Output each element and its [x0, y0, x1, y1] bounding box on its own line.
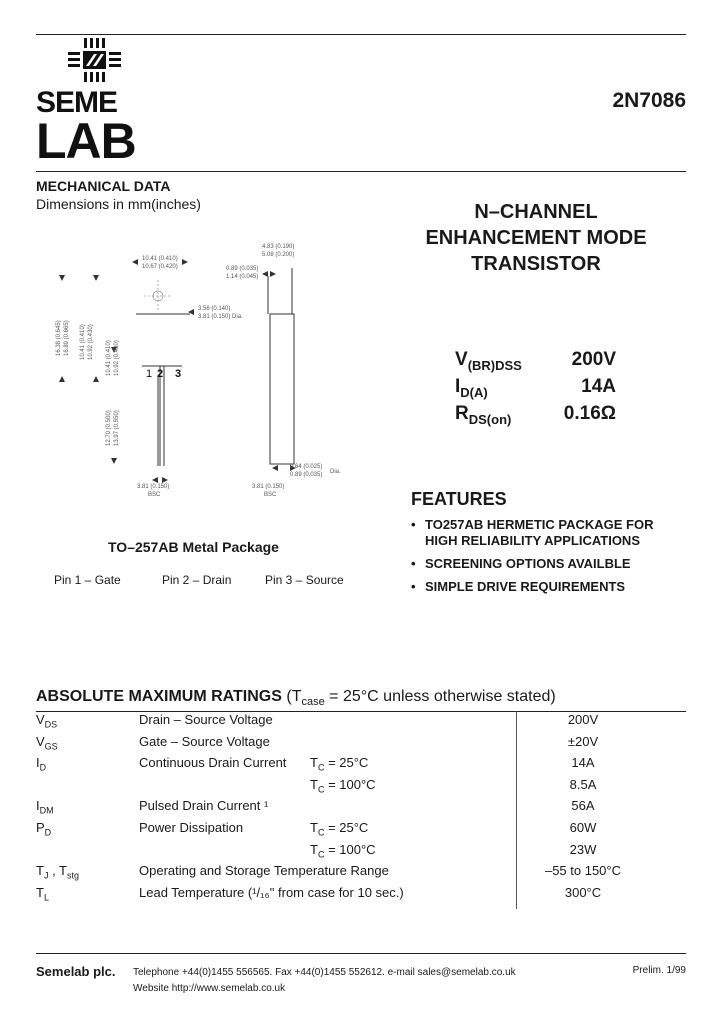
- dim-d20: BSC: [148, 492, 161, 498]
- semelab-logo: [36, 36, 160, 168]
- footer-contact-line: Telephone +44(0)1455 556565. Fax +44(0)1455 552612. e-mail sales@semelab.co.uk: [133, 967, 516, 978]
- logo-lab-text: LAB: [36, 113, 136, 169]
- product-title-line2: ENHANCEMENT MODE: [425, 227, 647, 249]
- rating-description: Continuous Drain Current: [139, 755, 287, 771]
- spec-rdson-label: $R_{DS(on)}$: [455, 403, 512, 427]
- rating-symbol: $T_J$ , $T_{stg}$: [36, 863, 80, 881]
- ratings-row: [36, 798, 686, 820]
- rating-condition: $T_C = 25^\circ C$: [310, 755, 369, 773]
- dim-d14: 10.92 (0.430): [114, 340, 120, 376]
- pin-number-1: 1: [146, 368, 153, 380]
- ratings-row: [36, 777, 686, 799]
- ratings-row: [36, 755, 686, 777]
- rating-description: Pulsed Drain Current ¹: [139, 798, 269, 814]
- rating-value: 60W: [569, 820, 597, 835]
- bullet: •: [411, 579, 416, 594]
- rating-description: Operating and Storage Temperature Range: [139, 863, 389, 879]
- product-title-line1: N–CHANNEL: [474, 201, 598, 223]
- product-title-line3: TRANSISTOR: [471, 253, 601, 275]
- spec-rdson-value: 0.16Ω: [563, 403, 616, 424]
- dim-d7: 3.56 (0.140): [198, 306, 231, 312]
- footer-contact: [133, 965, 516, 997]
- header-rule: [36, 171, 686, 172]
- features-list: [411, 517, 691, 602]
- feature-item: • TO257AB HERMETIC PACKAGE FOR HIGH RELIABILITY APPLICATIONS: [411, 517, 654, 548]
- dim-d1: 10.41 (0.410): [142, 256, 178, 262]
- footer-company: Semelab plc.: [36, 964, 116, 979]
- top-rule: [36, 34, 686, 35]
- package-drawing: [40, 236, 370, 502]
- rating-symbol: $P_D$: [36, 820, 52, 838]
- spec-id-value: 14A: [581, 376, 616, 397]
- rating-symbol: $V_{GS}$: [36, 733, 58, 752]
- dim-d8: 3.81 (0.150) Dia.: [198, 314, 243, 320]
- dim-d4: 5.08 (0.200): [262, 252, 295, 258]
- dim-d2: 10.67 (0.420): [142, 264, 178, 270]
- dim-d6: 1.14 (0.045): [226, 274, 259, 280]
- feature-item: • SIMPLE DRIVE REQUIREMENTS: [411, 579, 626, 594]
- rating-value: ±20V: [567, 733, 599, 749]
- dim-d12: 10.92 (0.430): [88, 324, 94, 360]
- ratings-title: ABSOLUTE MAXIMUM RATINGS ($T_{case} = 25^\circ C$ unless otherwise stated): [36, 688, 556, 709]
- dim-d13: 10.41 (0.410): [106, 340, 112, 376]
- pin-number-3: 3: [175, 368, 182, 380]
- rating-condition: $T_C = 25^\circ C$: [310, 820, 369, 838]
- rating-value: 200V: [567, 712, 599, 727]
- ratings-row: [36, 734, 686, 756]
- rating-description: Gate – Source Voltage: [139, 733, 270, 749]
- footer-rule: [36, 953, 686, 954]
- rating-symbol: $I_D$: [36, 755, 47, 773]
- mechanical-data-title: MECHANICAL DATA: [36, 178, 171, 194]
- rating-value: 56A: [571, 798, 595, 814]
- part-number: 2N7086: [612, 89, 686, 112]
- ratings-row: [36, 885, 686, 907]
- bullet: •: [411, 556, 416, 571]
- dim-d23: Dia.: [330, 469, 341, 475]
- rating-value: 14A: [571, 755, 595, 771]
- rating-value: 23W: [569, 841, 597, 857]
- pin-3-label: Pin 3 – Source: [265, 573, 344, 587]
- pin-2-label: Pin 2 – Drain: [162, 573, 232, 587]
- dim-d16: 13.97 (0.550): [114, 410, 120, 446]
- dim-d21: 3.81 (0.150): [252, 484, 285, 490]
- feature-item: • SCREENING OPTIONS AVAILBLE: [411, 556, 631, 571]
- pin-number-2: 2: [157, 368, 164, 380]
- ratings-row: [36, 842, 686, 864]
- rating-description: Lead Temperature (¹/₁₆" from case for 10 sec.): [139, 884, 404, 900]
- logo-seme-text: SEME: [36, 86, 118, 119]
- mechanical-data-subtitle: Dimensions in mm(inches): [36, 196, 201, 212]
- logo-grid-icon: [68, 36, 122, 84]
- rating-symbol: $T_L$: [36, 884, 49, 903]
- bullet: •: [411, 517, 416, 532]
- rating-condition: $T_C = 100^\circ C$: [310, 776, 376, 795]
- pin-1-label: Pin 1 – Gate: [54, 573, 121, 587]
- ratings-row: [36, 712, 686, 734]
- spec-id-label: $I_{D(A)}$: [455, 376, 488, 400]
- rating-value: –55 to 150°C: [544, 863, 622, 879]
- dim-d17: 0.64 (0.025): [290, 464, 323, 470]
- product-title: [400, 199, 672, 277]
- dim-d9: 16.38 (0.645): [56, 320, 62, 356]
- footer-prelim: Prelim. 1/99: [632, 965, 686, 976]
- rating-symbol: $I_{DM}$: [36, 798, 54, 816]
- dim-d11: 10.41 (0.410): [80, 324, 86, 360]
- rating-symbol: $V_{DS}$: [36, 712, 58, 730]
- dim-d15: 12.70 (0.500): [106, 410, 112, 446]
- rating-description: Power Dissipation: [139, 820, 244, 835]
- dim-d3: 4.83 (0.190): [262, 244, 295, 250]
- spec-vbrdss-label: $V_{(BR)DSS}$: [455, 349, 522, 373]
- dim-d18: 0.89 (0.035): [290, 472, 323, 478]
- dim-d5: 0.89 (0.035): [226, 266, 259, 272]
- ratings-row: [36, 863, 686, 885]
- spec-vbrdss-value: 200V: [571, 349, 616, 370]
- package-name: TO–257AB Metal Package: [108, 539, 279, 555]
- rating-value: 300°C: [564, 884, 602, 900]
- dim-d10: 16.89 (0.665): [64, 320, 70, 356]
- footer-website[interactable]: Website http://www.semelab.co.uk: [133, 983, 286, 994]
- rating-value: 8.5A: [569, 776, 597, 792]
- ratings-row: [36, 820, 686, 842]
- features-title: FEATURES: [411, 489, 507, 509]
- rating-condition: $T_C = 100^\circ C$: [310, 841, 376, 860]
- dim-d19: 3.81 (0.150): [137, 484, 170, 490]
- dim-d22: BSC: [264, 492, 277, 498]
- rating-description: Drain – Source Voltage: [139, 712, 273, 727]
